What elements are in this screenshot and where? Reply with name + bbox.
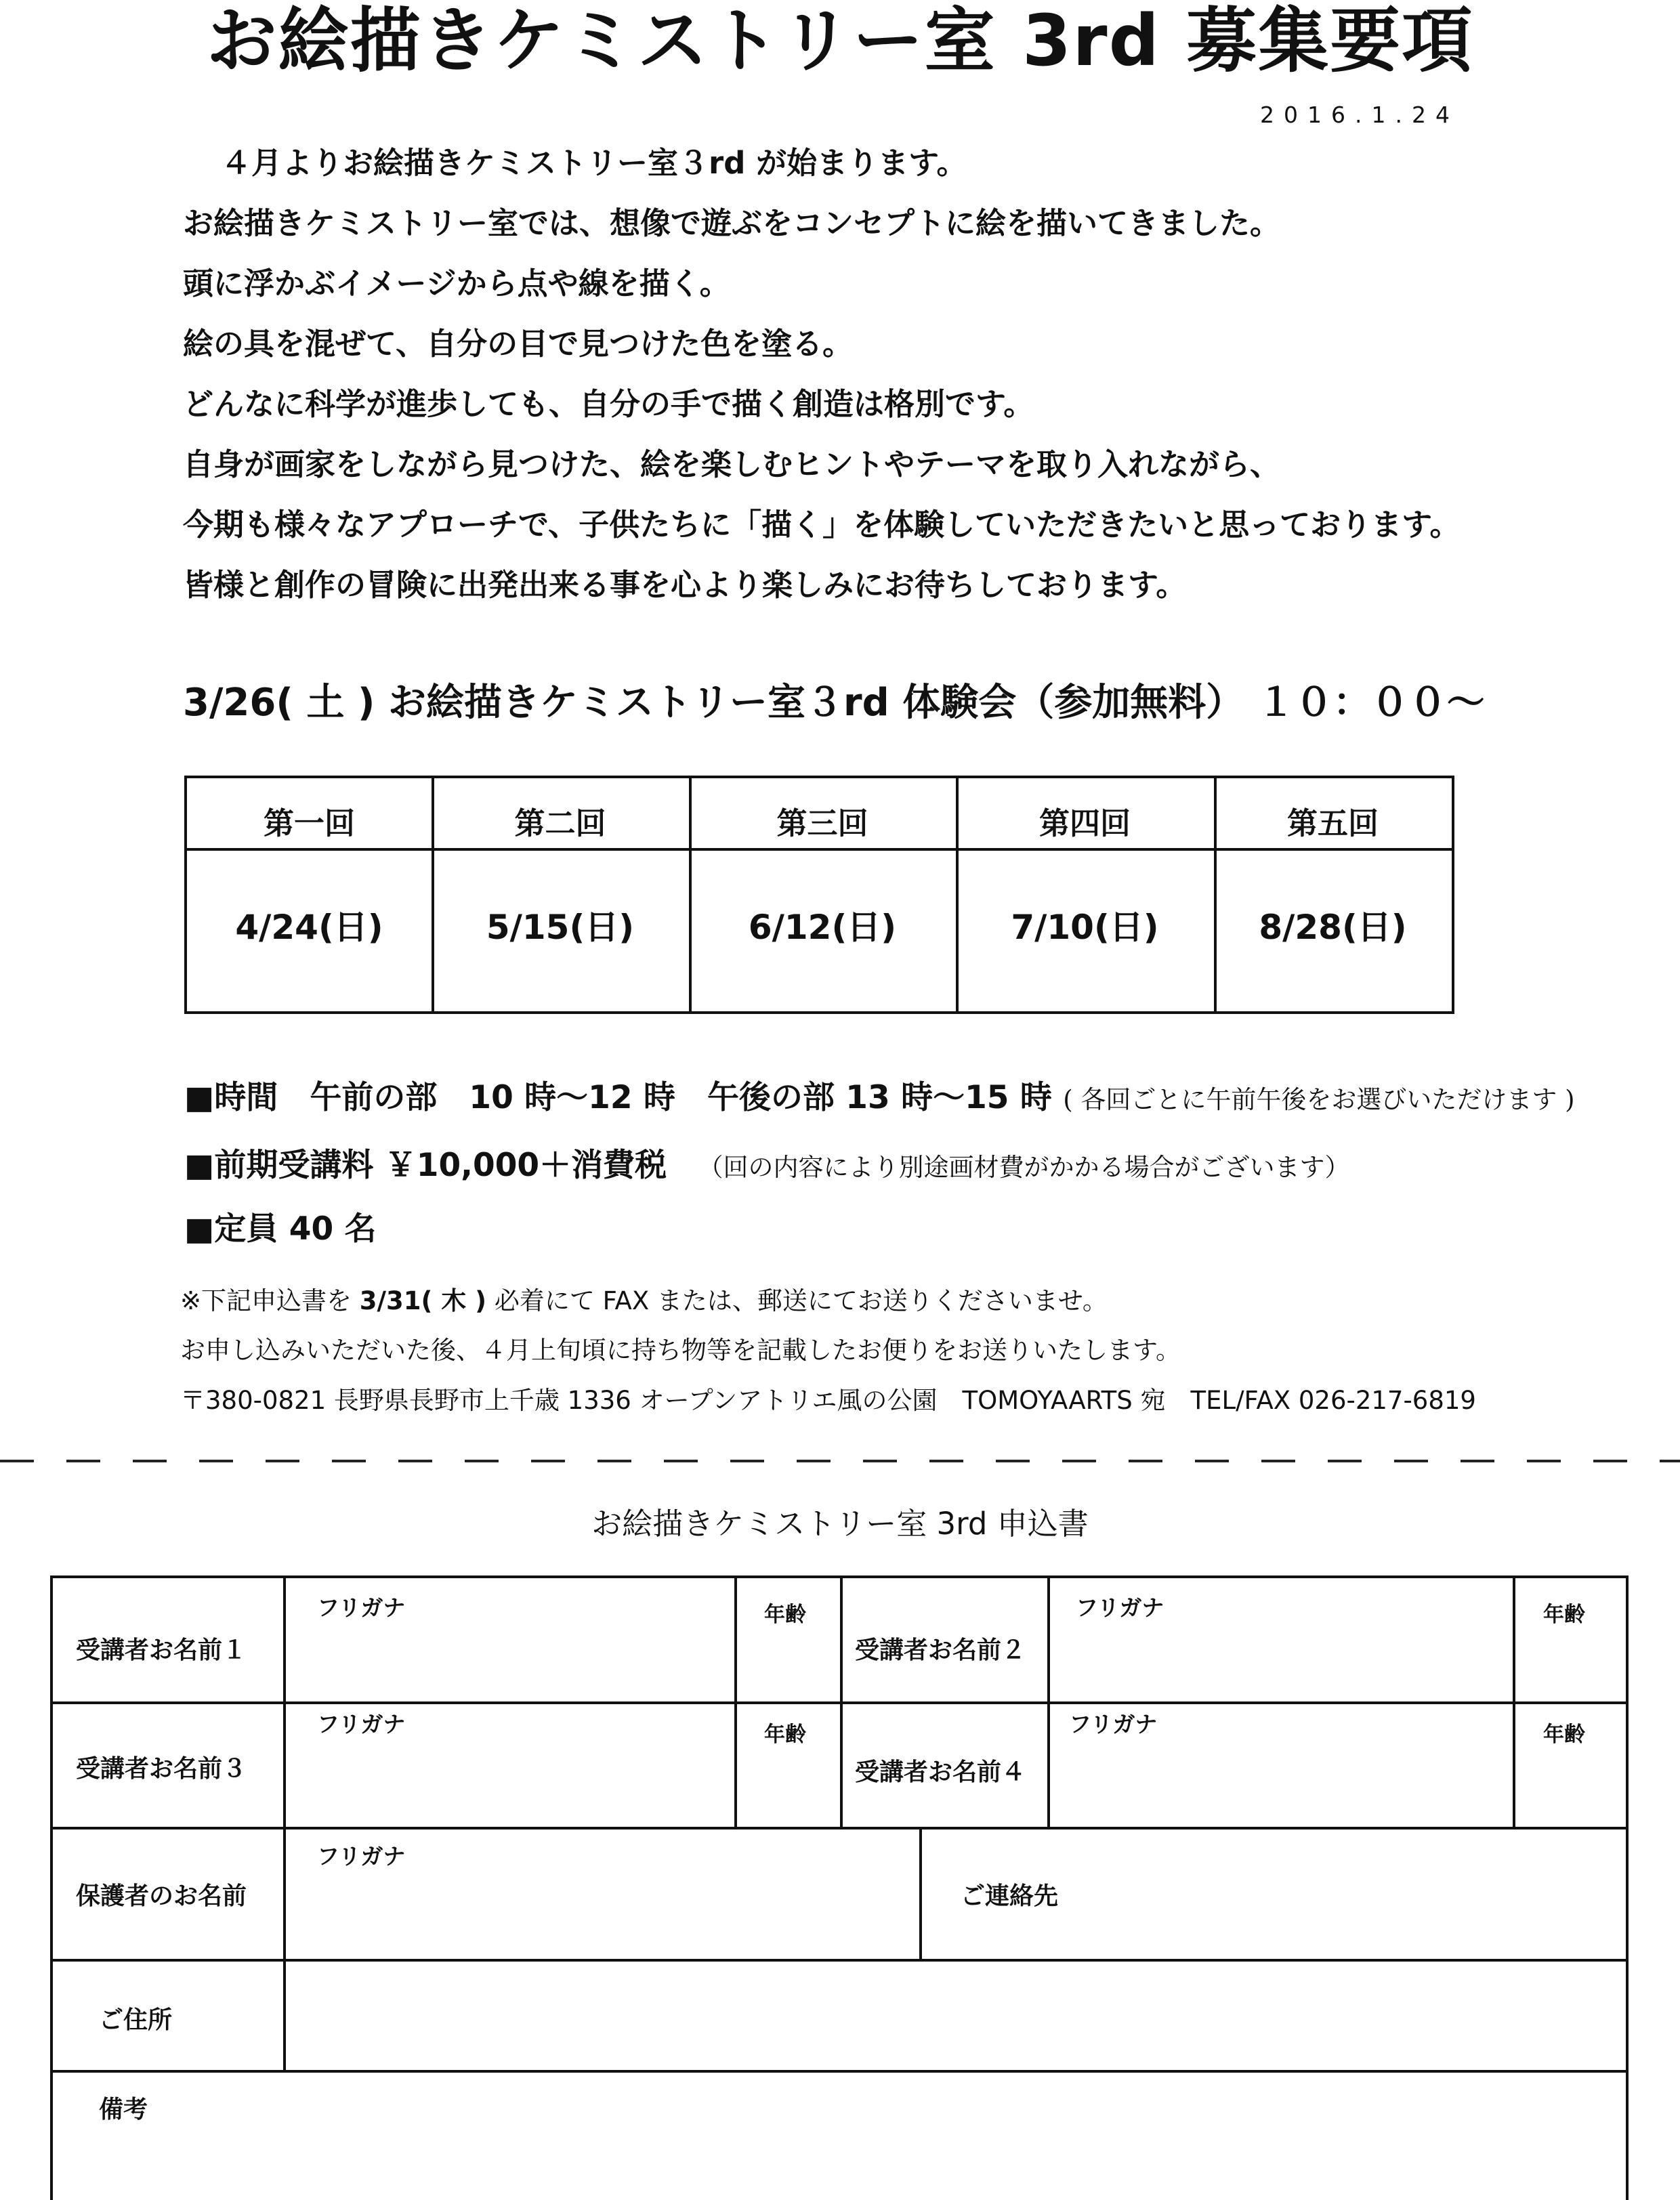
issue-date: 2016.1.24 xyxy=(1260,102,1459,128)
form-col-divider xyxy=(734,1578,737,1827)
form-col-divider xyxy=(1513,1578,1515,1827)
trial-event-heading: 3/26( 土 ) お絵描きケミストリー室３rd 体験会（参加無料） １０：００～ xyxy=(183,681,1485,725)
furigana-label: フリガナ xyxy=(1076,1594,1164,1621)
intro-line: 絵の具を混ぜて、自分の目で見つけた色を塗る。 xyxy=(183,326,854,362)
deadline-note xyxy=(180,1280,1108,1317)
schedule-header: 第四回 xyxy=(1038,805,1131,841)
intro-line: どんなに科学が進歩しても、自分の手で描く創造は格別です。 xyxy=(183,386,1034,422)
form-col-divider xyxy=(283,1827,286,1959)
form-col-divider xyxy=(283,1959,286,2070)
age-label: 年齢 xyxy=(764,1603,806,1627)
fee-info xyxy=(184,1140,1350,1185)
contact-label: ご連絡先 xyxy=(961,1882,1059,1910)
time-text: ■時間 午前の部 10 時～12 時 午後の部 13 時～15 時 xyxy=(184,1079,1052,1116)
schedule-table xyxy=(184,776,1454,1014)
schedule-header: 第二回 xyxy=(514,805,606,841)
student1-label: 受講者お名前１ xyxy=(76,1636,247,1664)
age-label: 年齢 xyxy=(1543,1722,1585,1747)
student3-label: 受講者お名前３ xyxy=(76,1754,247,1783)
furigana-label: フリガナ xyxy=(317,1711,406,1737)
followup-note: お申し込みいただいた後、４月上旬頃に持ち物等を記載したお便りをお送りいたします。 xyxy=(180,1336,1181,1365)
student2-label: 受講者お名前２ xyxy=(855,1636,1026,1664)
intro-line: お絵描きケミストリー室では、想像で遊ぶをコンセプトに絵を描いてきました。 xyxy=(183,205,1281,241)
student4-label: 受講者お名前４ xyxy=(855,1758,1026,1786)
intro-text xyxy=(183,138,1461,620)
form-title: お絵描きケミストリー室 3rd 申込書 xyxy=(591,1506,1089,1542)
age-label: 年齢 xyxy=(764,1722,806,1747)
form-col-divider xyxy=(283,1578,286,1827)
schedule-date: 8/28(日) xyxy=(1259,908,1407,947)
furigana-label: フリガナ xyxy=(317,1594,406,1621)
intro-line: 頭に浮かぶイメージから点や線を描く。 xyxy=(183,266,730,301)
form-col-divider xyxy=(840,1578,843,1827)
form-row-divider xyxy=(53,2070,1626,2073)
schedule-header: 第一回 xyxy=(263,805,355,841)
intro-line: 今期も様々なアプローチで、子供たちに「描く」を体験していただきたいと思っております。 xyxy=(183,507,1461,543)
schedule-header: 第三回 xyxy=(776,805,868,841)
intro-line: ４月よりお絵描きケミストリー室３rd が始まります。 xyxy=(221,145,967,181)
form-row-divider xyxy=(53,1827,1626,1829)
schedule-header-divider xyxy=(187,848,1452,851)
intro-line: 皆様と創作の冒険に出発出来る事を心より楽しみにお待ちしております。 xyxy=(183,567,1187,603)
schedule-date: 5/15(日) xyxy=(486,908,635,947)
capacity-info: ■定員 40 名 xyxy=(184,1210,377,1248)
application-form xyxy=(50,1575,1629,2200)
fee-text: ■前期受講料 ￥10,000＋消費税 xyxy=(184,1147,667,1184)
time-note: ( 各回ごとに午前午後をお選びいただけます ) xyxy=(1063,1085,1575,1114)
furigana-label: フリガナ xyxy=(1069,1711,1158,1737)
form-col-divider xyxy=(919,1827,922,1959)
fee-note: （回の内容により別途画材費がかかる場合がございます） xyxy=(698,1153,1350,1182)
form-row-divider xyxy=(53,1701,1626,1704)
address-label: ご住所 xyxy=(99,2006,173,2034)
page-title: お絵描きケミストリー室 3rd 募集要項 xyxy=(206,0,1474,82)
schedule-date: 6/12(日) xyxy=(748,908,897,947)
age-label: 年齢 xyxy=(1543,1603,1585,1627)
time-info xyxy=(184,1072,1575,1118)
form-row-divider xyxy=(53,1959,1626,1962)
schedule-header: 第五回 xyxy=(1286,805,1379,841)
deadline-text-a: ※下記申込書を xyxy=(180,1286,360,1315)
schedule-date: 7/10(日) xyxy=(1011,908,1159,947)
furigana-label: フリガナ xyxy=(317,1843,406,1869)
cut-line xyxy=(0,1460,1680,1462)
guardian-label: 保護者のお名前 xyxy=(76,1882,247,1910)
schedule-date: 4/24(日) xyxy=(235,908,383,947)
deadline-date: 3/31( 木 ) xyxy=(359,1286,487,1315)
deadline-text-b: 必着にて FAX または、郵送にてお送りくださいませ。 xyxy=(486,1286,1108,1315)
intro-line: 自身が画家をしながら見つけた、絵を楽しむヒントやテーマを取り入れながら、 xyxy=(183,446,1281,482)
remarks-label: 備考 xyxy=(99,2095,148,2123)
form-col-divider xyxy=(1047,1578,1050,1827)
mailing-address: 〒380-0821 長野県長野市上千歳 1336 オープンアトリエ風の公園 TOMOYAARTS 宛 TEL/FAX 026-217-6819 xyxy=(180,1386,1476,1415)
